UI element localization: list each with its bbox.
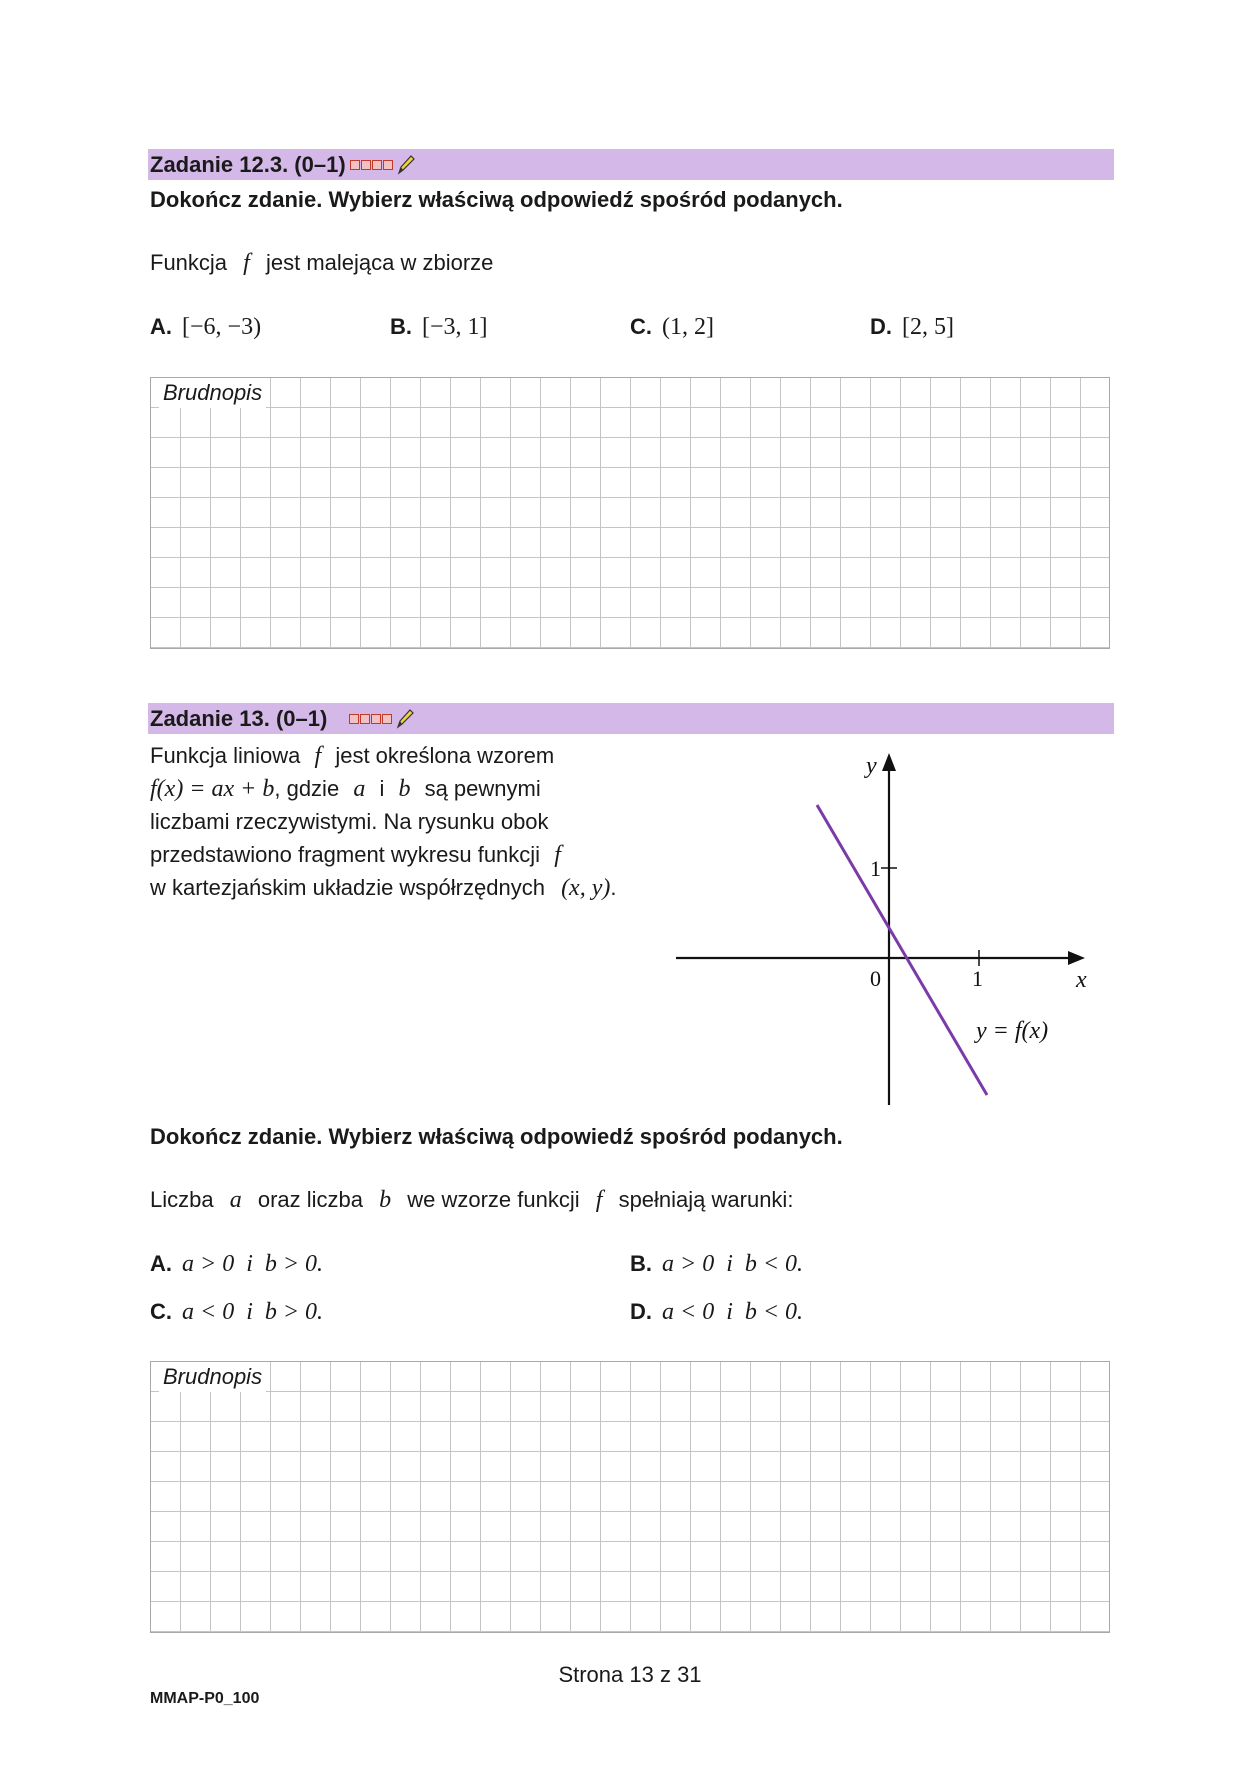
task-13-desc-line-1: Funkcja liniowa f jest określona wzorem xyxy=(150,743,555,769)
task-13-option-b[interactable]: B. a > 0 i b < 0. xyxy=(630,1251,804,1277)
var-f: f xyxy=(243,250,250,276)
task-12-3-scratch-grid[interactable] xyxy=(150,377,1110,649)
task-13-option-c[interactable]: C. a < 0 i b > 0. xyxy=(150,1299,324,1325)
scratch-label: Brudnopis xyxy=(159,1362,266,1392)
exam-code: MMAP-P0_100 xyxy=(150,1690,260,1707)
task-13-header xyxy=(148,703,1114,734)
task-12-3-header xyxy=(148,149,1114,180)
task-13-desc-line-2: f(x) = ax + b, gdzie a i b są pewnymi xyxy=(150,776,541,802)
axis-x-label: x xyxy=(1076,967,1087,993)
origin-label: 0 xyxy=(870,966,881,991)
pencil-icon xyxy=(395,708,415,730)
function-line xyxy=(817,805,987,1095)
task-13-statement: Liczba a oraz liczba b we wzorze funkcji f spełniają warunki: xyxy=(150,1187,794,1213)
task-12-3-option-a[interactable]: A. [−6, −3) xyxy=(150,314,262,340)
tick-x-label: 1 xyxy=(972,966,983,991)
task-13-desc-line-5: w kartezjańskim układzie współrzędnych (x, y). xyxy=(150,875,617,901)
task-13-title: Zadanie 13. (0–1) xyxy=(150,705,328,731)
line-label: y = f(x) xyxy=(976,1018,1049,1044)
task-12-3-statement: Funkcja f jest malejąca w zbiorze xyxy=(150,250,494,276)
page-number: Strona 13 z 31 xyxy=(558,1662,702,1687)
task-12-3-option-c[interactable]: C. (1, 2] xyxy=(630,314,714,340)
task-13-instruction: Dokończ zdanie. Wybierz właściwą odpowiedź spośród podanych. xyxy=(150,1124,843,1149)
task-13-option-d[interactable]: D. a < 0 i b < 0. xyxy=(630,1299,804,1325)
score-boxes-icon xyxy=(350,160,394,170)
score-boxes-icon xyxy=(349,714,393,724)
axis-y-label: y xyxy=(866,753,877,779)
function-graph xyxy=(670,745,1090,1110)
y-axis-arrow-icon xyxy=(882,753,896,771)
task-12-3-option-b[interactable]: B. [−3, 1] xyxy=(390,314,488,340)
task-13-desc-line-4: przedstawiono fragment wykresu funkcji f xyxy=(150,842,561,868)
task-12-3-option-d[interactable]: D. [2, 5] xyxy=(870,314,954,340)
scratch-label: Brudnopis xyxy=(159,378,266,408)
task-12-3-instruction: Dokończ zdanie. Wybierz właściwą odpowiedź spośród podanych. xyxy=(150,187,843,212)
formula: f(x) = ax + b xyxy=(150,776,275,802)
task-13-desc-line-3: liczbami rzeczywistymi. Na rysunku obok xyxy=(150,809,549,834)
task-12-3-title: Zadanie 12.3. (0–1) xyxy=(150,151,346,177)
task-13-option-a[interactable]: A. a > 0 i b > 0. xyxy=(150,1251,324,1277)
x-axis-arrow-icon xyxy=(1068,951,1085,965)
tick-y-label: 1 xyxy=(870,856,881,881)
task-13-scratch-grid[interactable] xyxy=(150,1361,1110,1633)
pencil-icon xyxy=(396,154,416,176)
